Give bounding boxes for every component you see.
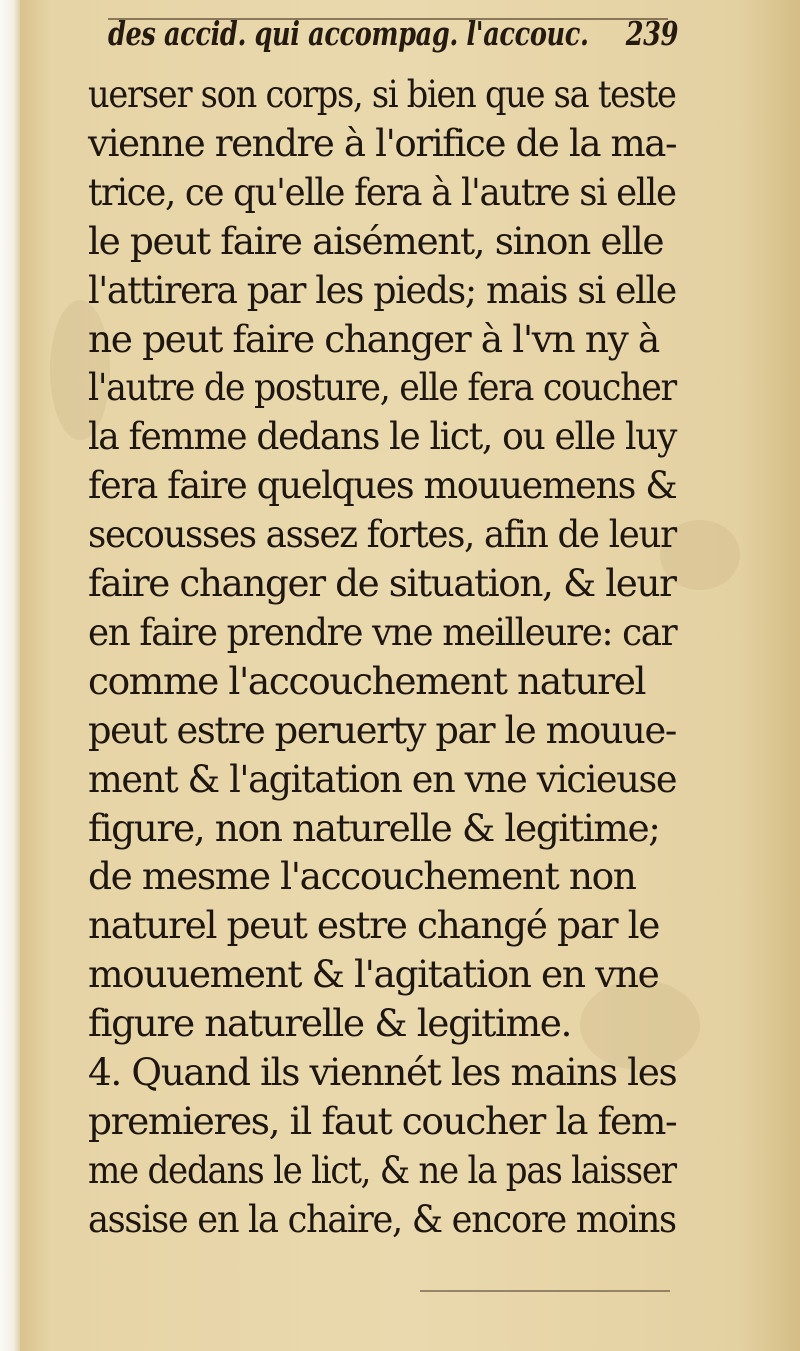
page-number: 239	[625, 14, 679, 53]
text-line: faire changer de situation, & leur	[88, 561, 676, 605]
text-line: fera faire quelques mouuemens &	[88, 463, 677, 508]
text-line: la femme dedans le lict, ou elle luy	[88, 414, 677, 459]
text-line: ment & l'agitation en vne vicieuse	[88, 756, 677, 801]
text-line: comme l'accouchement naturel	[88, 658, 646, 703]
text-line: figure naturelle & legitime.	[88, 1001, 572, 1046]
text-line: me dedans le lict, & ne la pas laisser	[88, 1147, 676, 1192]
text-line: trice, ce qu'elle fera à l'autre si elle	[88, 169, 676, 214]
text-line: assise en la chaire, & encore moins	[88, 1196, 676, 1241]
text-line: naturel peut estre changé par le	[88, 903, 660, 948]
text-line: l'attirera par les pieds; mais si elle	[88, 267, 676, 312]
text-line: de mesme l'accouchement non	[88, 854, 636, 899]
bottom-rule	[420, 1290, 670, 1292]
running-header	[108, 14, 679, 64]
text-line: ne peut faire changer à l'vn ny à	[88, 316, 659, 361]
text-line: figure, non naturelle & legitime;	[88, 805, 660, 850]
text-line: peut estre peruerty par le mouue-	[88, 707, 676, 752]
text-line: le peut faire aisément, sinon elle	[88, 218, 664, 263]
text-line: mouuement & l'agitation en vne	[88, 952, 659, 997]
text-line: en faire prendre vne meilleure: car	[88, 609, 677, 654]
text-line: vienne rendre à l'orifice de la ma-	[88, 120, 677, 165]
page-gutter	[0, 0, 22, 1351]
text-line: 4. Quand ils viennét les mains les	[88, 1050, 677, 1094]
text-line: uerser son corps, si bien que sa teste	[88, 72, 676, 116]
text-line: secousses assez fortes, afin de leur	[88, 512, 676, 557]
text-line: l'autre de posture, elle fera coucher	[88, 365, 676, 410]
text-line: premieres, il faut coucher la fem-	[88, 1098, 677, 1143]
running-title: des accid. qui accompag. l'accouc.	[108, 14, 589, 53]
